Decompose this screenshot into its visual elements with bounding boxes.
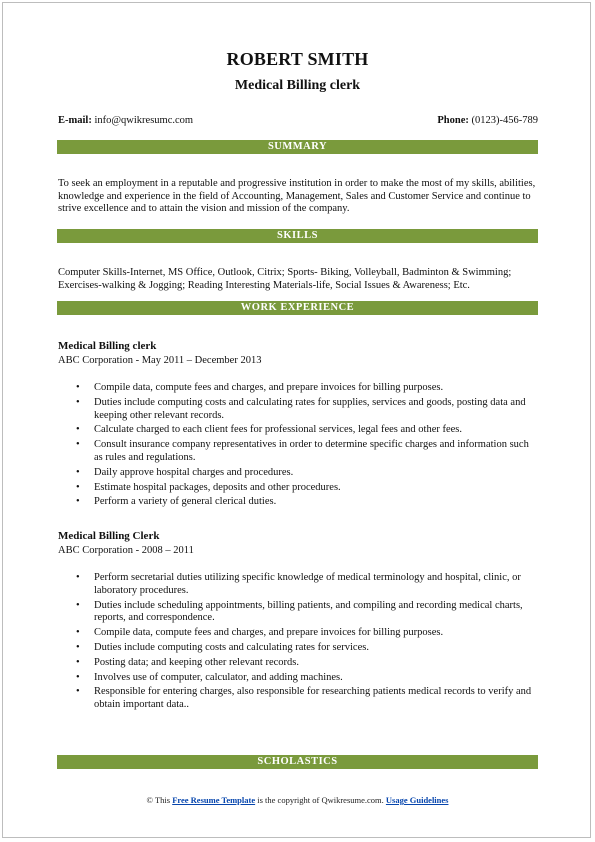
duty-item: • Duties include scheduling appointments, billing patients, and compiling and recording medical charts, reports, and correspondence. [58,600,536,626]
email-value[interactable]: info@qwikresumc.com [94,115,194,126]
email-label: E-mail: [58,115,92,126]
usage-guidelines-link[interactable]: Usage Guidelines [385,795,449,805]
section-bar-scholastics: SCHOLASTICS [57,755,538,769]
job-1-title: Medical Billing clerk [58,340,157,352]
duty-item: • Posting data; and keeping other relevant records. [58,657,536,670]
duty-item: • Perform secretarial duties utilizing specific knowledge of medical terminology and hospital, clinic, or laboratory procedures. [58,572,536,598]
email-block [58,115,193,126]
section-bar-skills: SKILLS [57,229,538,243]
summary-text: To seek an employment in a reputable and progressive institution in order to make the most of my skills, abilities, knowledge and experience in the field of Accounting, Management, Sales and Customer Service and continue to strive excellence and to attain the vision and mission of the company. [58,178,536,214]
duty-item: • Consult insurance company representatives in order to determine specific charges and information such as rules and regulations. [58,439,536,465]
job-2-title: Medical Billing Clerk [58,530,160,542]
phone-value: (0123)-456-789 [471,115,538,126]
duty-item: • Compile data, compute fees and charges, and prepare invoices for billing purposes. [58,627,536,640]
section-bar-work-experience: WORK EXPERIENCE [57,301,538,315]
job-2-duties [58,572,536,714]
duty-item: • Calculate charged to each client fees for professional services, legal fees and other fees. [58,424,536,437]
phone-block [437,115,538,126]
duty-item: • Perform a variety of general clerical duties. [58,496,536,509]
duty-item: • Involves use of computer, calculator, and adding machines. [58,672,536,685]
skills-text: Computer Skills-Internet, MS Office, Outlook, Citrix; Sports- Biking, Volleyball, Badminton & Swimming; Exercises-walking & Jogging; Reading Interesting Materials-life, Social Issues & Awareness; Etc. [58,267,512,291]
candidate-name: ROBERT SMITH [226,49,369,69]
phone-label: Phone: [437,115,469,126]
duty-item: • Daily approve hospital charges and procedures. [58,467,536,480]
job-1-duties [58,382,536,511]
footer-middle: is the copyright of Qwikresume.com. [255,795,386,805]
contact-row [58,115,538,126]
duty-item: • Estimate hospital packages, deposits and other procedures. [58,482,536,495]
candidate-title: Medical Billing clerk [234,78,361,93]
free-resume-template-link[interactable]: Free Resume Template [172,795,256,805]
duty-item: • Responsible for entering charges, also responsible for researching patients medical records to verify and obtain important data.. [58,686,536,712]
duty-item: • Duties include computing costs and calculating rates for services. [58,642,536,655]
job-2-meta: ABC Corporation - 2008 – 2011 [58,545,194,556]
job-1-meta: ABC Corporation - May 2011 – December 2013 [58,355,262,366]
duty-item: • Duties include computing costs and calculating rates for supplies, services and goods, posting data and keeping other relevant records. [58,397,536,423]
section-bar-summary: SUMMARY [57,140,538,154]
footer [0,795,595,805]
duty-item: • Compile data, compute fees and charges, and prepare invoices for billing purposes. [58,382,536,395]
footer-prefix: © This [146,795,173,805]
